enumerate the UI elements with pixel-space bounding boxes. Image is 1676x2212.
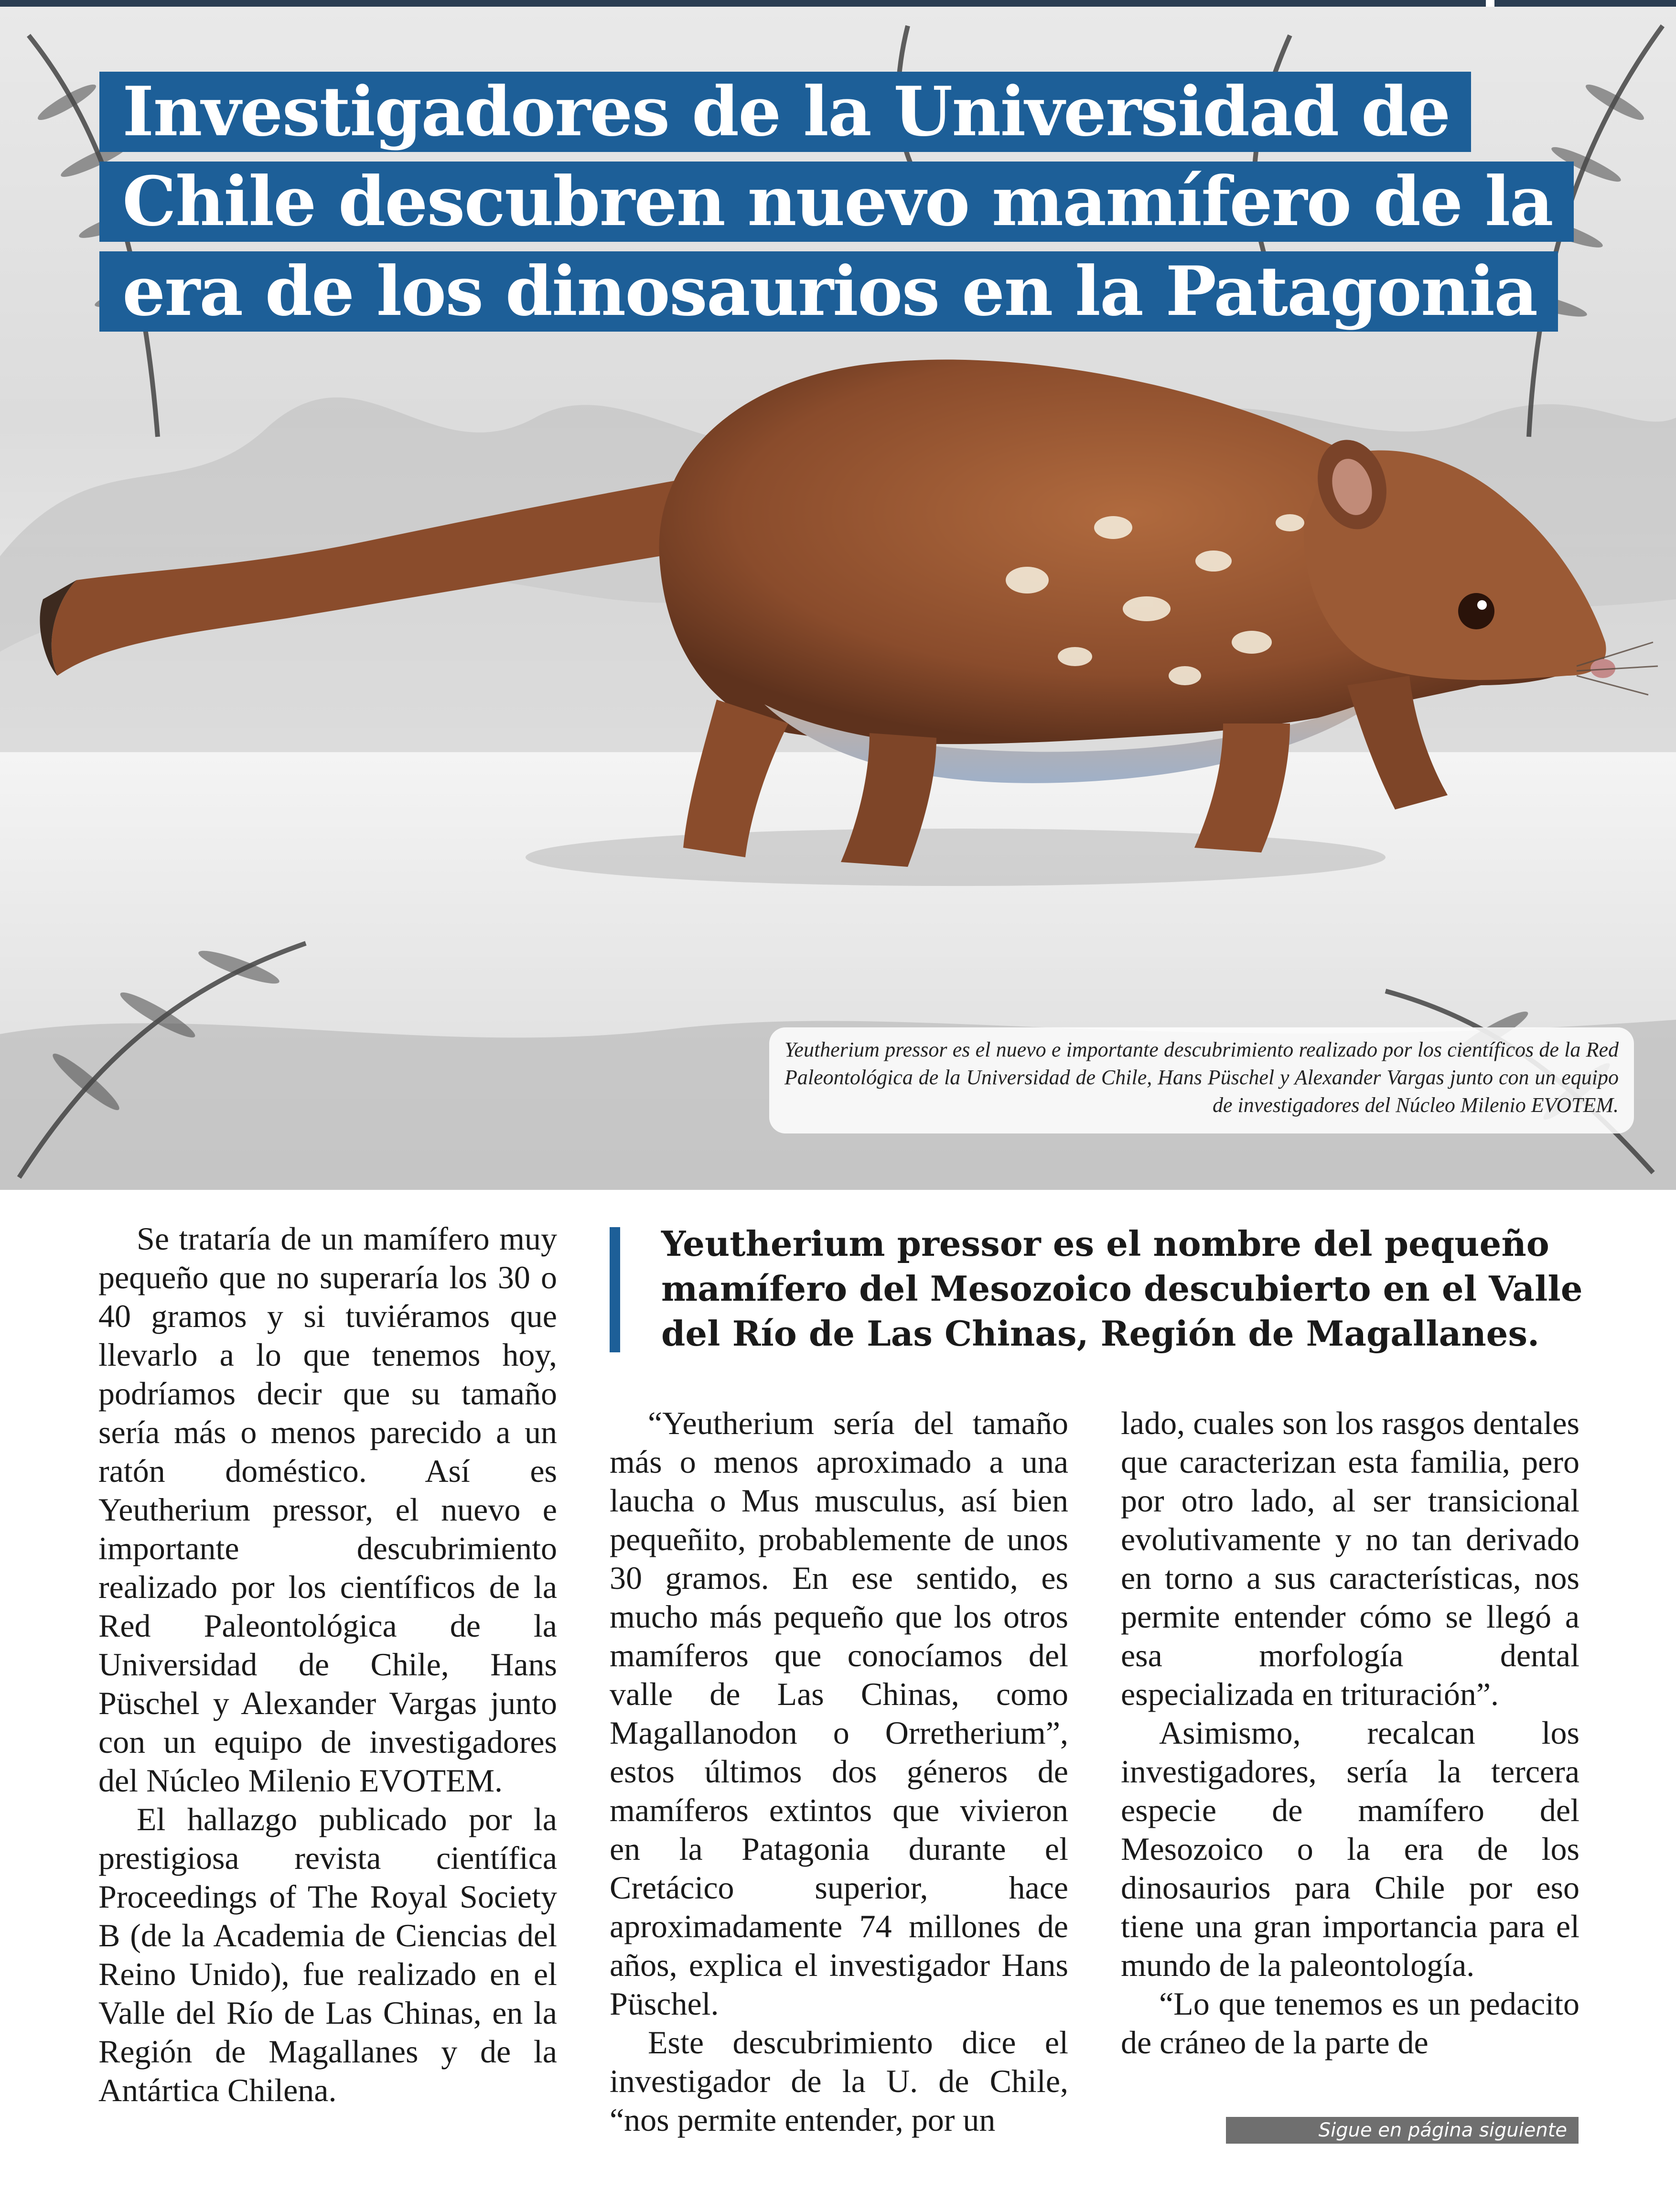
paragraph: “Lo que tenemos es un pedacito de cráneo de la parte de xyxy=(1121,1985,1579,2061)
headline-line-1: Investigadores de la Universidad de xyxy=(99,72,1471,152)
paragraph: Este descubrimiento dice el investigador de la U. de Chile, “nos permite entender, por un xyxy=(610,2024,1068,2138)
article-column-1 xyxy=(98,1219,557,2110)
top-rule-left xyxy=(0,0,1486,7)
paragraph: Asimismo, recalcan los investigadores, sería la tercera especie de mamífero del Mesozoico o la era de los dinosaurios para Chile por eso tiene una gran importancia para el mundo de la paleontología. xyxy=(1121,1715,1579,1983)
top-rule-gap xyxy=(1486,0,1494,7)
paragraph: Se trataría de un mamífero muy pequeño que no superaría los 30 o 40 gramos y si tuviéramos que llevarlo a lo que tenemos hoy, podríamos decir que su tamaño sería más o menos parecido a un ratón doméstico. Así es Yeutherium pressor, el nuevo e importante descubrimiento realizado por los científicos de la Red Paleontológica de la Universidad de Chile, Hans Püschel y Alexander Vargas junto con un equipo de investigadores del Núcleo Milenio EVOTEM. xyxy=(98,1220,557,1799)
paragraph: El hallazgo publicado por la prestigiosa revista científica Proceedings of The Royal Society B (de la Academia de Ciencias del Reino Unido), fue realizado en el Valle del Río de Las Chinas, en la Región de Magallanes y de la Antártica Chilena. xyxy=(98,1801,557,2108)
image-caption: Yeutherium pressor es el nuevo e importante descubrimiento realizado por los científicos de la Red Paleontológica de la Universidad de Chile, Hans Püschel y Alexander Vargas junto con un equipo de investigadores del Núcleo Milenio EVOTEM. xyxy=(769,1027,1634,1133)
article-column-2 xyxy=(610,1404,1068,2139)
top-rule-right xyxy=(1494,0,1676,7)
article-column-3 xyxy=(1121,1404,1579,2062)
continue-badge: Sigue en página siguiente xyxy=(1226,2117,1579,2144)
pull-quote-text: Yeutherium pressor es el nombre del pequeño mamífero del Mesozoico descubierto en el Valle del Río de Las Chinas, Región de Magallanes. xyxy=(661,1223,1583,1354)
paragraph: “Yeutherium sería del tamaño más o menos aproximado a una laucha o Mus musculus, así bien pequeñito, probablemente de unos 30 gramos. En ese sentido, es mucho más pequeño que los otros mamíferos que conocíamos del valle de Las Chinas, como Magallanodon o Orretherium”, estos últimos dos géneros de mamíferos extintos que vivieron en la Patagonia durante el Cretácico superior, hace aproximadamente 74 millones de años, explica el investigador Hans Püschel. xyxy=(610,1405,1068,2022)
pull-quote-bar xyxy=(610,1227,620,1352)
top-rule xyxy=(0,0,1676,7)
headline-line-3: era de los dinosaurios en la Patagonia xyxy=(99,251,1558,332)
headline-line-2: Chile descubren nuevo mamífero de la xyxy=(99,162,1574,242)
pull-quote xyxy=(610,1221,1594,1365)
paragraph: lado, cuales son los rasgos dentales que caracterizan esta familia, pero por otro lado, al ser transicional evolutivamente y no tan derivado en torno a sus características, nos permite entender cómo se llegó a esa morfología dental especializada en trituración”. xyxy=(1121,1405,1579,1712)
